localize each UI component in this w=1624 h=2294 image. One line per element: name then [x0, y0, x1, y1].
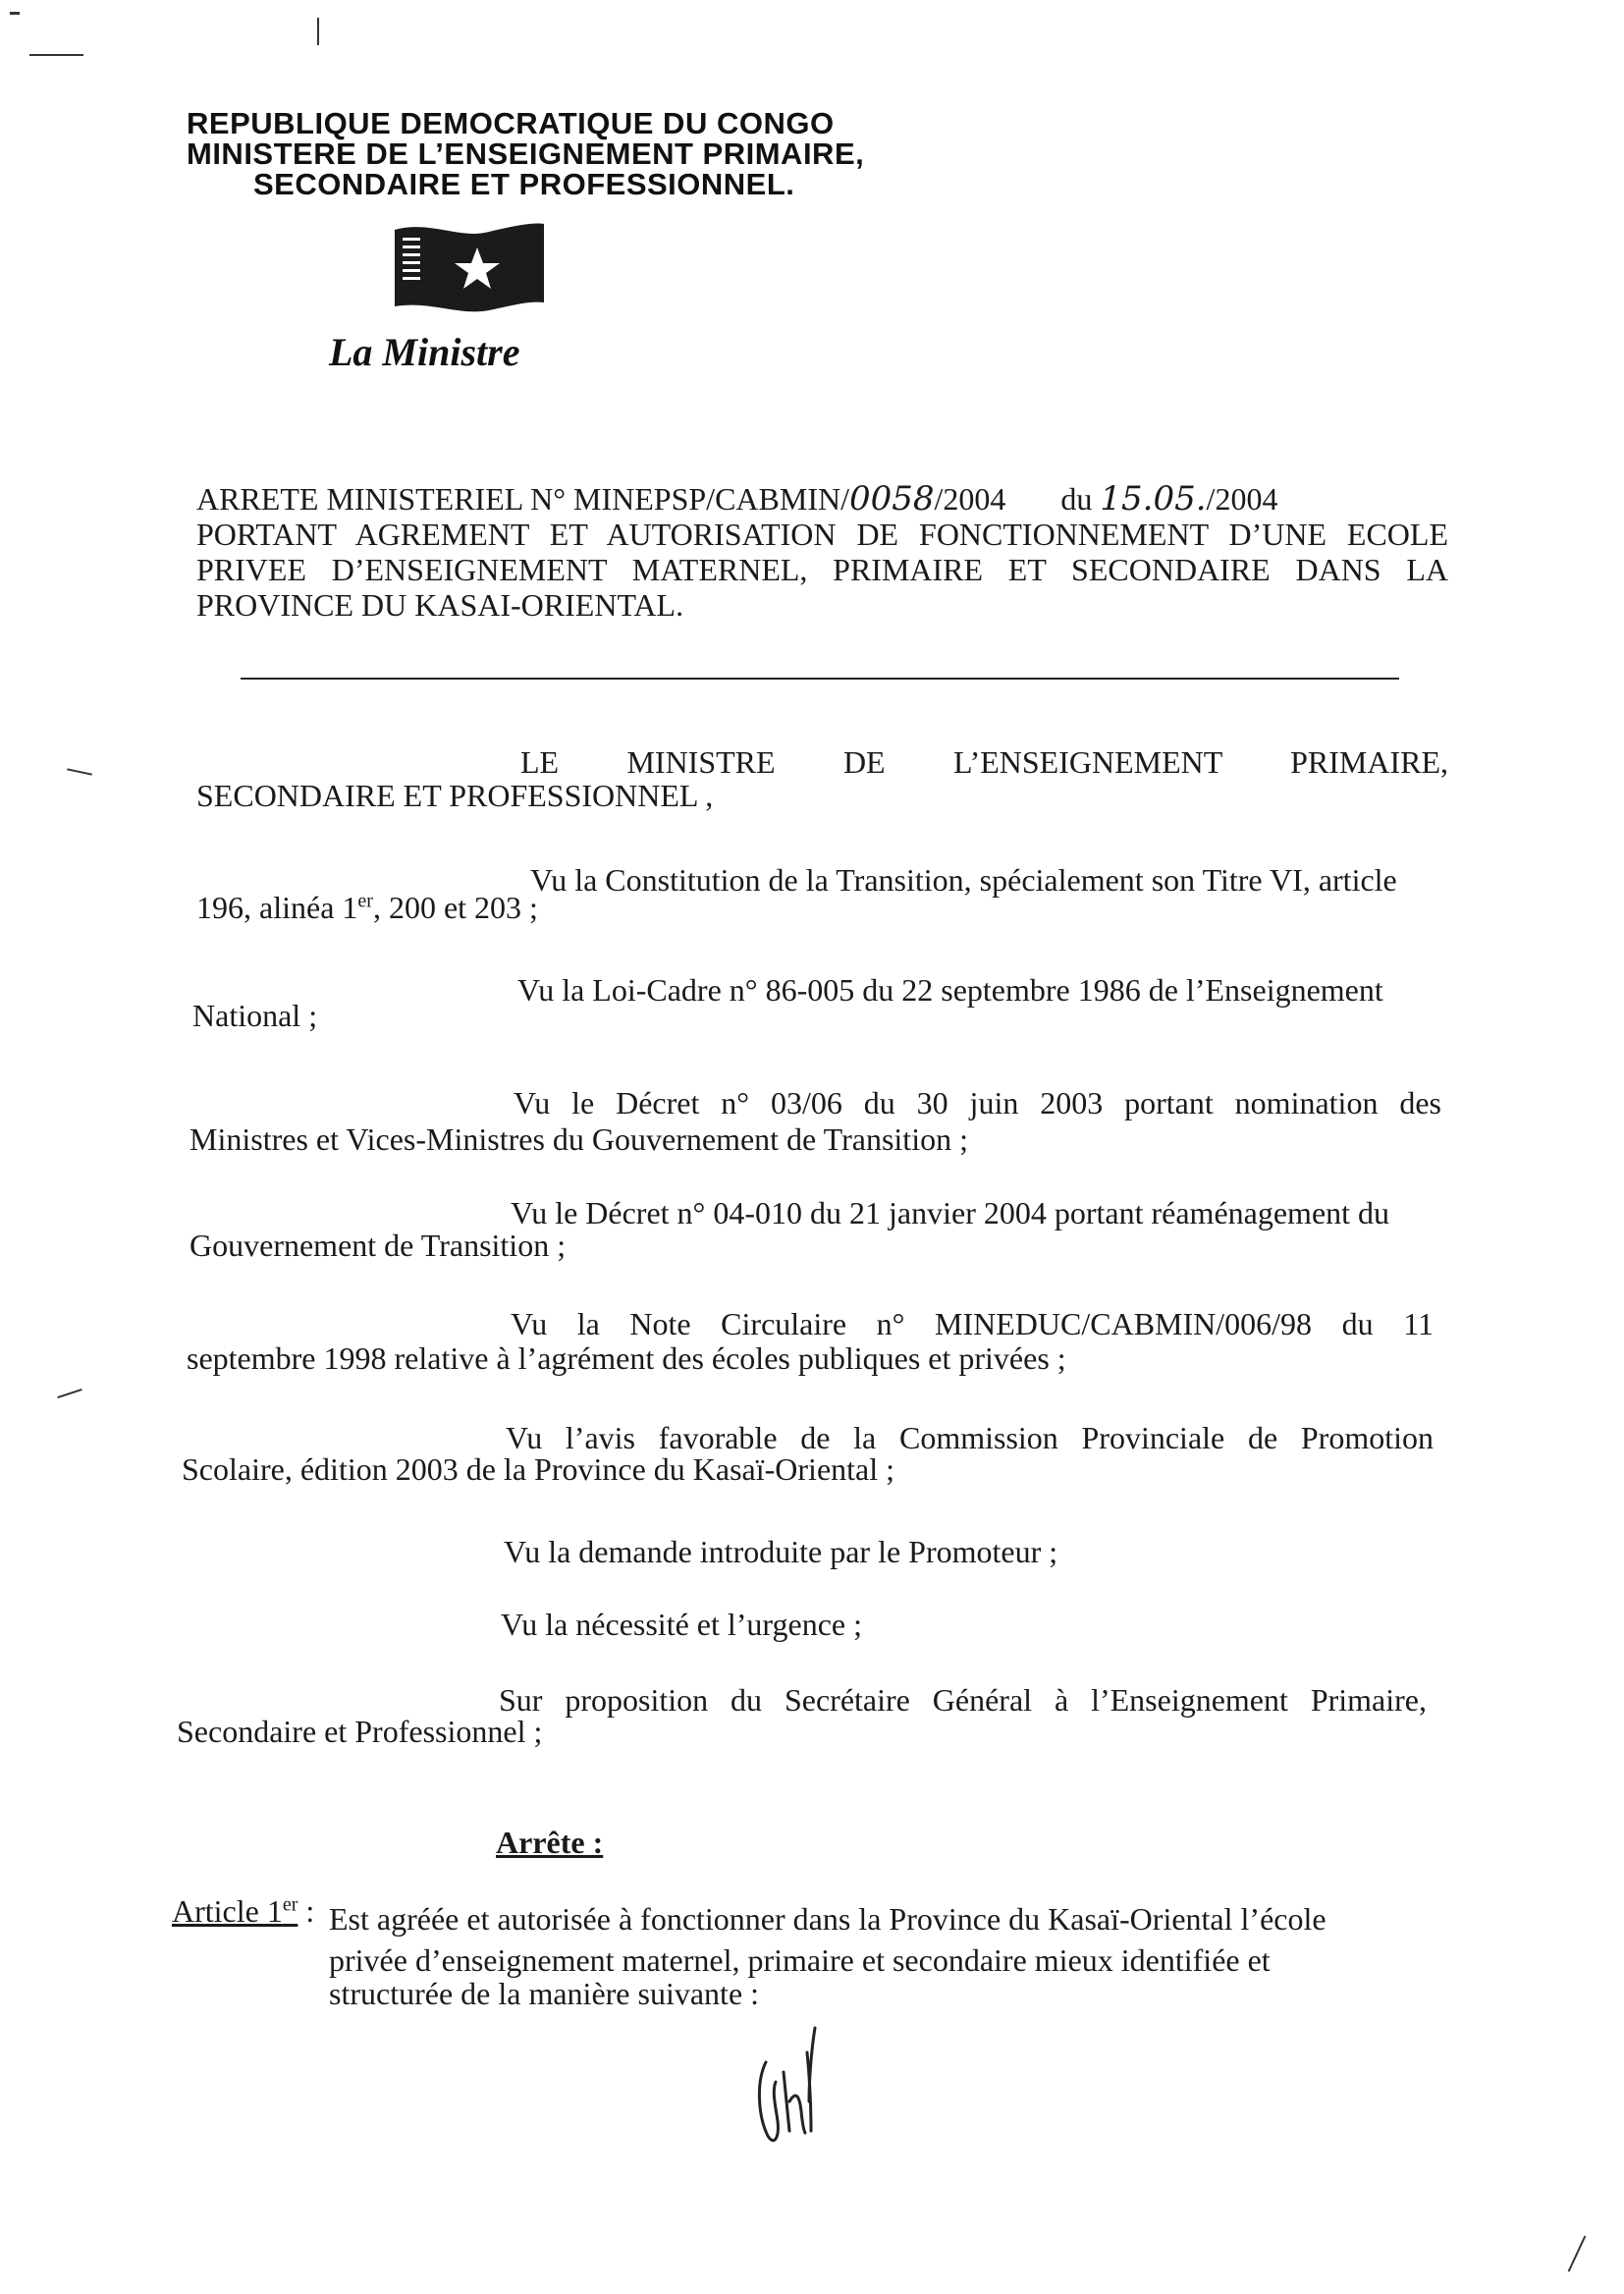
vu-decret-nomination: Vu le Décret n° 03/06 du 30 juin 2003 portant nomination des [514, 1085, 1441, 1120]
vu-loi-cadre: Vu la Loi-Cadre n° 86-005 du 22 septembre 1986 de l’Enseignement [517, 972, 1383, 1008]
article-1-label [172, 1893, 314, 1930]
header-ministry: MINISTERE DE L’ENSEIGNEMENT PRIMAIRE, [187, 137, 865, 171]
date-year: /2004 [1206, 481, 1278, 517]
minister-heading: LE MINISTRE DE L’ENSEIGNEMENT PRIMAIRE, [520, 744, 1448, 780]
vu-loi-cadre-cont: National ; [192, 998, 318, 1033]
article-1-line-3: structurée de la manière suivante : [329, 1976, 760, 2011]
title-line-4: PROVINCE DU KASAI-ORIENTAL. [196, 587, 684, 623]
scan-mark [10, 12, 20, 15]
article-sup: er [282, 1893, 298, 1916]
vu-avis-commission-cont: Scolaire, édition 2003 de la Province du Kasaï-Oriental ; [182, 1451, 895, 1487]
ref-prefix: ARRETE MINISTERIEL N° MINEPSP/CABMIN/ [196, 481, 849, 517]
v1b-pre: 196, alinéa 1 [196, 890, 358, 925]
date-handwritten: 15.05. [1100, 479, 1207, 519]
article-label-text: Article 1 [172, 1893, 283, 1929]
v1b-sup: er [357, 890, 373, 912]
scan-mark [1568, 2235, 1587, 2271]
ref-year: /2004 [934, 481, 1006, 517]
article-1-line-2: privée d’enseignement maternel, primaire et secondaire mieux identifiée et [329, 1942, 1271, 1978]
header-country: REPUBLIQUE DEMOCRATIQUE DU CONGO [187, 106, 835, 140]
vu-demande-promoteur: Vu la demande introduite par le Promoteur ; [504, 1534, 1058, 1569]
vu-note-circulaire-cont: septembre 1998 relative à l’agrément des écoles publiques et privées ; [187, 1340, 1066, 1376]
vu-note-circulaire: Vu la Note Circulaire n° MINEDUC/CABMIN/006/98 du 11 [511, 1306, 1434, 1341]
vu-constitution-cont [196, 890, 538, 926]
decree-reference [196, 479, 1277, 519]
minister-office: La Ministre [329, 330, 520, 374]
sur-proposition-cont: Secondaire et Professionnel ; [177, 1714, 543, 1749]
flag-emblem-icon [391, 218, 548, 316]
scan-mark [67, 768, 92, 775]
signature-initials-icon [746, 2023, 854, 2151]
vu-avis-commission: Vu l’avis favorable de la Commission Provinciale de Promotion [506, 1420, 1434, 1455]
title-line-2: PORTANT AGREMENT ET AUTORISATION DE FONCTIONNEMENT D’UNE ECOLE [196, 517, 1448, 552]
date-prefix: du [1060, 481, 1093, 517]
decree-heading: Arrête : [496, 1825, 604, 1860]
sur-proposition: Sur proposition du Secrétaire Général à l’Enseignement Primaire, [499, 1682, 1427, 1718]
scan-mark [29, 54, 83, 56]
vu-decret-reamenagement: Vu le Décret n° 04-010 du 21 janvier 2004 portant réaménagement du [511, 1195, 1390, 1230]
vu-decret-reamenagement-cont: Gouvernement de Transition ; [189, 1228, 567, 1263]
minister-heading-cont: SECONDAIRE ET PROFESSIONNEL , [196, 778, 714, 813]
article-colon: : [298, 1893, 315, 1929]
header-ministry-cont: SECONDAIRE ET PROFESSIONNEL. [253, 167, 795, 201]
scan-mark [317, 18, 319, 45]
vu-decret-nomination-cont: Ministres et Vices-Ministres du Gouvernement de Transition ; [189, 1121, 968, 1157]
scan-mark [57, 1389, 81, 1398]
title-line-3: PRIVEE D’ENSEIGNEMENT MATERNEL, PRIMAIRE ET SECONDAIRE DANS LA [196, 552, 1448, 587]
vu-necessite-urgence: Vu la nécessité et l’urgence ; [501, 1607, 862, 1642]
v1b-post: , 200 et 203 ; [372, 890, 538, 925]
article-1-line-1: Est agréée et autorisée à fonctionner dans la Province du Kasaï-Oriental l’école [329, 1901, 1326, 1937]
title-divider [241, 678, 1399, 680]
ref-number-handwritten: 0058 [848, 479, 935, 519]
vu-constitution: Vu la Constitution de la Transition, spécialement son Titre VI, article [530, 862, 1397, 898]
